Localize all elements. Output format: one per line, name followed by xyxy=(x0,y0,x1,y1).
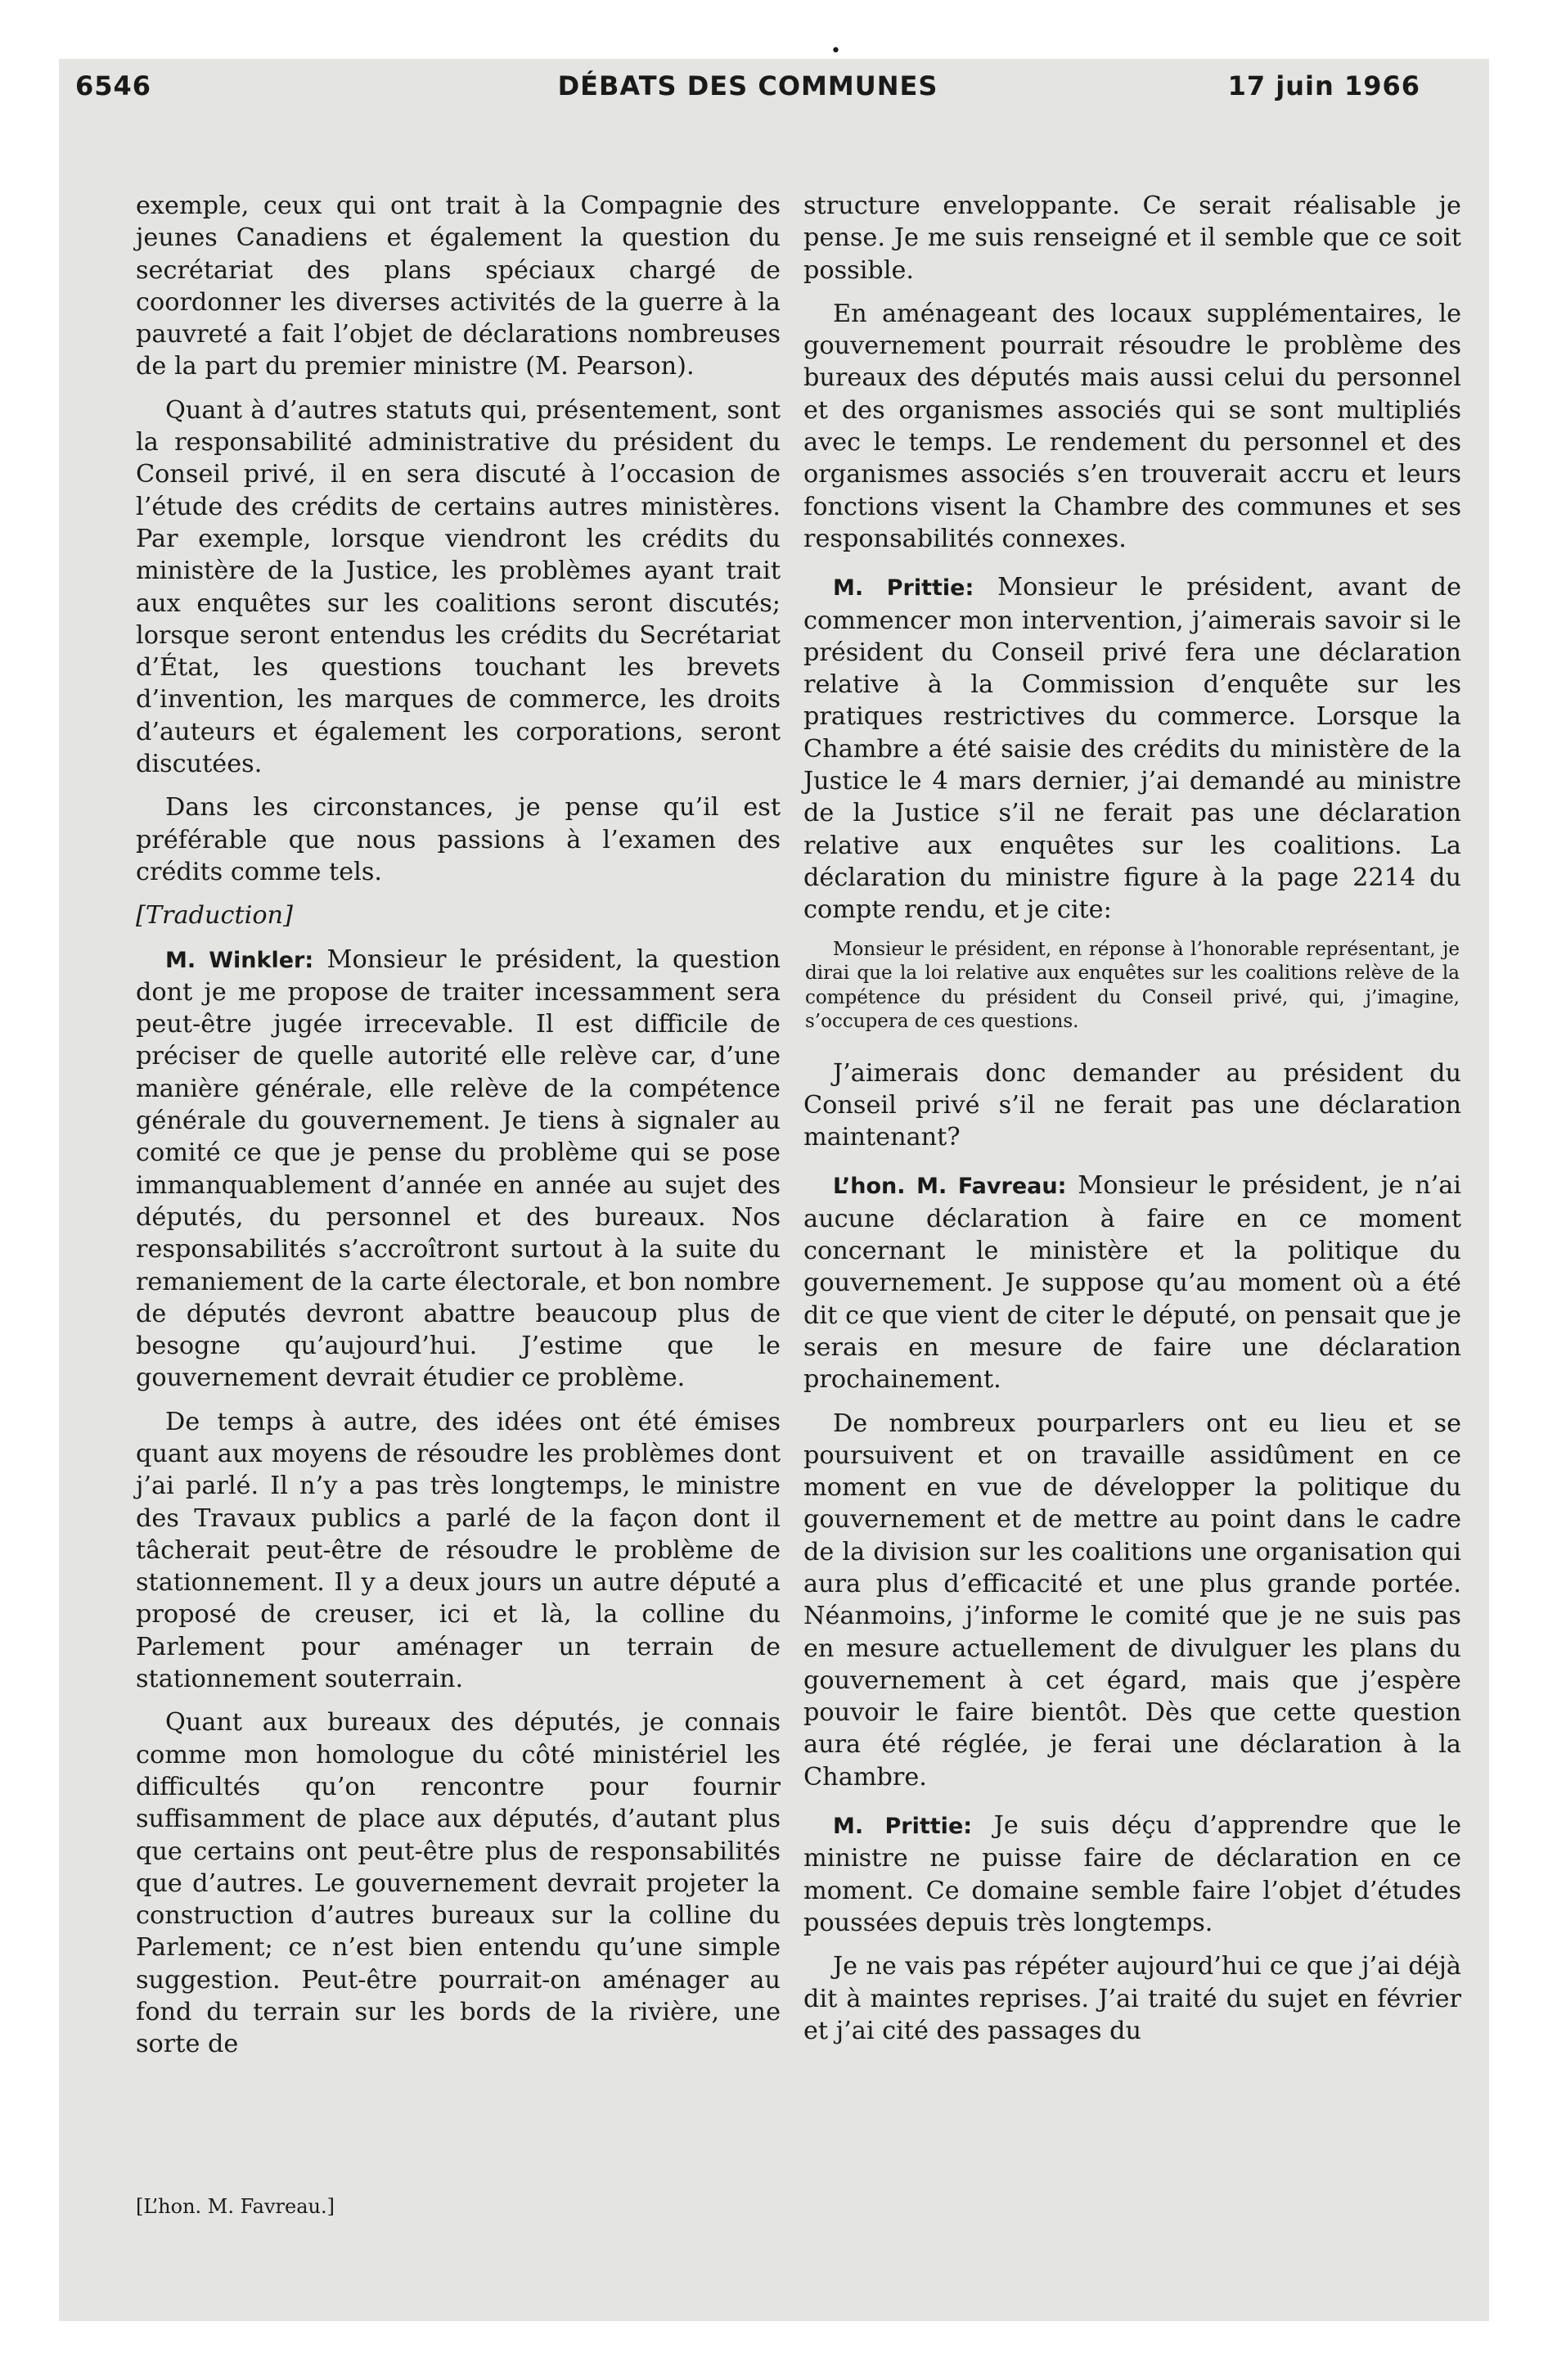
speaker-name: M. Winkler: xyxy=(165,947,314,973)
speech-text: Monsieur le président, avant de commencer mon intervention, j’aimerais savoir si le président du Conseil privé fera une déclaration relative à la Commission d’enquête sur les pratiques restrictives du commerce. Lorsque la Chambre a été saisie des crédits du ministère de la Justice le 4 mars dernier, j’ai demandé au ministre de la Justice s’il ne ferait pas une déclaration relative aux enquêtes sur les coalitions. La déclaration du ministre figure à la page 2214 du compte rendu, et je cite: xyxy=(803,573,1461,925)
scan-dot: • xyxy=(830,41,841,61)
page-title: DÉBATS DES COMMUNES xyxy=(557,70,938,101)
speech-text: Monsieur le président, la question dont je me propose de traiter incessamment sera peut-être jugée irrecevable. Il est difficile de préciser de quelle autorité elle relève car, d’une manière générale, elle relève de la compétence générale du gouvernement. Je tiens à signaler au comité ce que je pense du problème qui se pose immanquablement d’année en année au sujet des députés, du personnel et des bureaux. Nos responsabilités s’accroîtront surtout à la suite du remaniement de la carte électorale, et bon nombre de députés devront abattre beaucoup plus de besogne qu’aujourd’hui. J’estime que le gouvernement devrait étudier ce problème. xyxy=(136,944,781,1393)
left-column xyxy=(136,190,781,2072)
speaker-name: M. Prittie: xyxy=(833,1814,973,1840)
paragraph: De nombreux pourparlers ont eu lieu et se poursuivent et on travaille assidûment en ce moment en vue de développer la politique du gouvernement et de mettre au point dans le cadre de la division sur les coalitions une organisation qui aura plus d’efficacité et une plus grande portée. Néanmoins, j’informe le comité que je ne suis pas en mesure actuellement de divulguer les plans du gouvernement à cet égard, mais que j’espère pouvoir le faire bientôt. Dès que cette question aura été réglée, je ferai une déclaration à la Chambre. xyxy=(803,1409,1461,1792)
speaker-name: L’hon. M. Favreau: xyxy=(833,1174,1067,1200)
footer-speaker-note: [L’hon. M. Favreau.] xyxy=(136,2195,335,2218)
page-header xyxy=(75,70,1420,119)
paragraph: exemple, ceux qui ont trait à la Compagnie des jeunes Canadiens et également la question du secrétariat des plans spéciaux chargé de coordonner les diverses activités de la guerre à la pauvreté a fait l’objet de déclarations nombreuses de la part du premier ministre (M. Pearson). xyxy=(136,192,781,381)
speech-winkler xyxy=(136,944,781,1395)
speech-text: Je suis déçu d’apprendre que le ministre ne puisse faire de déclaration en ce moment. Ce domaine semble faire l’objet d’études poussées depuis très longtemps. xyxy=(803,1811,1462,1937)
block-quote xyxy=(805,938,1460,1034)
paragraph: J’aimerais donc demander au président du Conseil privé s’il ne ferait pas une déclaration maintenant? xyxy=(803,1058,1461,1152)
speech-prittie xyxy=(803,571,1461,926)
quote-text: Monsieur le président, en réponse à l’honorable représentant, je dirai que la loi relative aux enquêtes sur les coalitions relève de la compétence du président du Conseil privé, qui, j’imagine, s’occupera de ces questions. xyxy=(805,938,1460,1033)
paragraph: Quant aux bureaux des députés, je connais comme mon homologue du côté ministériel les difficultés qu’on rencontre pour fournir suffisamment de place aux députés, d’autant plus que certains ont peut-être plus de responsabilités que d’autres. Le gouvernement devrait projeter la construction d’autres bureaux sur la colline du Parlement; ce n’est bien entendu qu’une simple suggestion. Peut-être pourrait-on aménager au fond du terrain sur les bords de la rivière, une sorte de xyxy=(136,1708,781,2059)
page-date: 17 juin 1966 xyxy=(1227,70,1420,101)
speaker-name: M. Prittie: xyxy=(833,575,974,602)
paragraph: De temps à autre, des idées ont été émises quant aux moyens de résoudre les problèmes dont j’ai parlé. Il n’y a pas très longtemps, le ministre des Travaux publics a parlé de la façon dont il tâcherait peut-être de résoudre le problème de stationnement. Il y a deux jours un autre député a proposé de creuser, ici et là, la colline du Parlement pour aménager un terrain de stationnement souterrain. xyxy=(136,1407,781,1694)
page-number: 6546 xyxy=(75,70,152,101)
paragraph: Je ne vais pas répéter aujourd’hui ce que j’ai déjà dit à maintes reprises. J’ai traité du sujet en février et j’ai cité des passages du xyxy=(803,1952,1461,2045)
paragraph: structure enveloppante. Ce serait réalisable je pense. Je me suis renseigné et il semble que ce soit possible. xyxy=(803,192,1461,285)
speech-prittie xyxy=(803,1810,1461,1939)
speech-text: Monsieur le président, je n’ai aucune déclaration à faire en ce moment concernant le ministère et la politique du gouvernement. Je suppose qu’au moment où a été dit ce que vient de citer le député, on pensait que je serais en mesure de faire une déclaration prochainement. xyxy=(803,1171,1461,1395)
paragraph: Dans les circonstances, je pense qu’il est préférable que nous passions à l’examen des crédits comme tels. xyxy=(136,793,781,886)
right-column xyxy=(803,190,1461,2058)
translation-tag: [Traduction] xyxy=(136,901,293,931)
paragraph: Quant à d’autres statuts qui, présentement, sont la responsabilité administrative du président du Conseil privé, il en sera discuté à l’occasion de l’étude des crédits de certains autres ministères. Par exemple, lorsque viendront les crédits du ministère de la Justice, les problèmes ayant trait aux enquêtes sur les coalitions seront discutés; lorsque seront entendus les crédits du Secrétariat d’État, les questions touchant les brevets d’invention, les marques de commerce, les droits d’auteurs et également les corporations, seront discutées. xyxy=(136,395,781,779)
speech-favreau xyxy=(803,1170,1461,1395)
paragraph: En aménageant des locaux supplémentaires, le gouvernement pourrait résoudre le problème des bureaux des députés mais aussi celui du personnel et des organismes associés qui se sont multipliés avec le temps. Le rendement du personnel et des organismes associés s’en trouverait accru et leurs fonctions visent la Chambre des communes et ses responsabilités connexes. xyxy=(803,299,1461,553)
